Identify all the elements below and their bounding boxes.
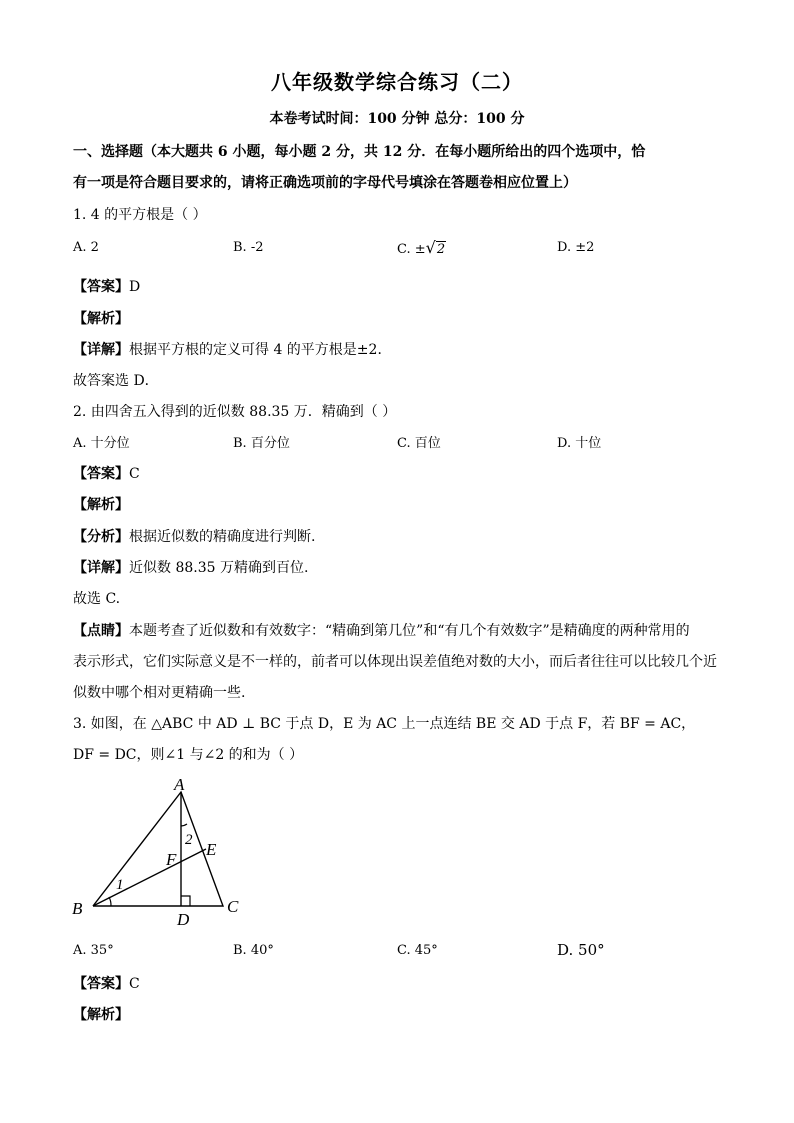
q1-conclusion: 故答案选 D． — [73, 373, 159, 389]
analysis-tag: 【解析】 — [73, 1007, 129, 1023]
label-e: E — [206, 840, 217, 859]
q2-comment-line1 — [73, 620, 690, 640]
detail-tag: 【详解】 — [73, 560, 129, 576]
analysis-tag: 【解析】 — [73, 311, 129, 327]
q2-analysis — [73, 494, 129, 514]
q2-conclusion: 故选 C. — [73, 591, 121, 607]
page-subtitle: 本卷考试时间：100 分钟 总分：100 分 — [269, 111, 525, 127]
q1-detail — [73, 339, 391, 359]
triangle-outline — [93, 792, 223, 906]
q1-option-b: B. -2 — [233, 240, 264, 255]
sqrt-icon: √ — [425, 238, 436, 257]
detail-tag: 【详解】 — [73, 342, 129, 358]
q1-analysis — [73, 308, 129, 328]
q2-answer — [73, 463, 140, 483]
q2-fenxi — [73, 526, 315, 546]
right-angle-mark — [181, 896, 190, 906]
angle1-arc — [109, 897, 111, 906]
q3-option-c: C. 45° — [397, 943, 438, 958]
q1-answer — [73, 276, 140, 296]
q2-comment-text-1: 本题考查了近似数和有效数字：“精确到第几位”和“有几个有效数字”是精确度的两种常用的 — [129, 623, 690, 639]
q3-answer-value: C — [129, 976, 140, 992]
label-d: D — [177, 910, 190, 929]
section-heading-line2: 有一项是符合题目要求的，请将正确选项前的字母代号填涂在答题卷相应位置上） — [73, 175, 577, 191]
q1-option-c-prefix: C. ± — [397, 242, 426, 257]
label-c: C — [227, 897, 239, 916]
triangle-figure — [66, 772, 256, 932]
label-a: A — [174, 775, 185, 794]
q1-option-a: A. 2 — [73, 240, 99, 255]
fenxi-tag: 【分析】 — [73, 529, 129, 545]
q3-stem-line1: 3. 如图，在 △ABC 中 AD ⊥ BC 于点 D，E 为 AC 上一点连结 BE 交 AD 于点 F，若 BF = AC， — [73, 716, 696, 732]
q2-stem: 2. 由四舍五入得到的近似数 88.35 万．精确到（ ） — [73, 404, 397, 420]
q1-answer-value: D — [129, 279, 141, 295]
q1-option-d: D. ±2 — [557, 240, 595, 255]
q1-option-c-radicand: 2 — [436, 242, 446, 257]
q2-detail — [73, 557, 308, 577]
analysis-tag: 【解析】 — [73, 497, 129, 513]
answer-tag: 【答案】 — [73, 976, 129, 992]
q2-option-a: A. 十分位 — [73, 436, 130, 451]
label-angle1: 1 — [116, 877, 124, 893]
q1-stem: 1. 4 的平方根是（ ） — [73, 207, 207, 223]
q2-answer-value: C — [129, 466, 140, 482]
q2-option-d: D. 十位 — [557, 436, 602, 451]
answer-tag: 【答案】 — [73, 279, 129, 295]
comment-tag: 【点睛】 — [73, 623, 129, 639]
q3-answer — [73, 973, 140, 993]
label-b: B — [72, 899, 83, 918]
q2-option-b: B. 百分位 — [233, 436, 290, 451]
q2-detail-text: 近似数 88.35 万精确到百位. — [129, 560, 309, 576]
q3-option-d: D. 50° — [557, 941, 605, 959]
q3-option-b: B. 40° — [233, 943, 274, 958]
q1-option-c — [397, 238, 446, 257]
label-angle2: 2 — [185, 832, 193, 848]
q3-option-a: A. 35° — [73, 943, 114, 958]
section-heading-line1: 一、选择题（本大题共 6 小题，每小题 2 分，共 12 分．在每小题所给出的四个选项中，恰 — [73, 144, 646, 160]
q2-comment-line3: 似数中哪个相对更精确一些. — [73, 685, 246, 701]
page-title: 八年级数学综合练习（二） — [271, 70, 523, 94]
label-f: F — [166, 850, 177, 869]
q2-option-c: C. 百位 — [397, 436, 441, 451]
q3-stem-line2: DF = DC，则∠1 与∠2 的和为（ ） — [73, 747, 304, 763]
q2-fenxi-text: 根据近似数的精确度进行判断. — [129, 529, 316, 545]
q3-analysis — [73, 1004, 129, 1024]
q2-comment-line2: 表示形式，它们实际意义是不一样的，前者可以体现出误差值绝对数的大小，而后者往往可以比较几个近 — [73, 654, 717, 670]
answer-tag: 【答案】 — [73, 466, 129, 482]
segment-be — [93, 849, 206, 906]
angle2-arc — [181, 824, 187, 826]
q1-detail-text: 根据平方根的定义可得 4 的平方根是±2． — [129, 342, 392, 358]
